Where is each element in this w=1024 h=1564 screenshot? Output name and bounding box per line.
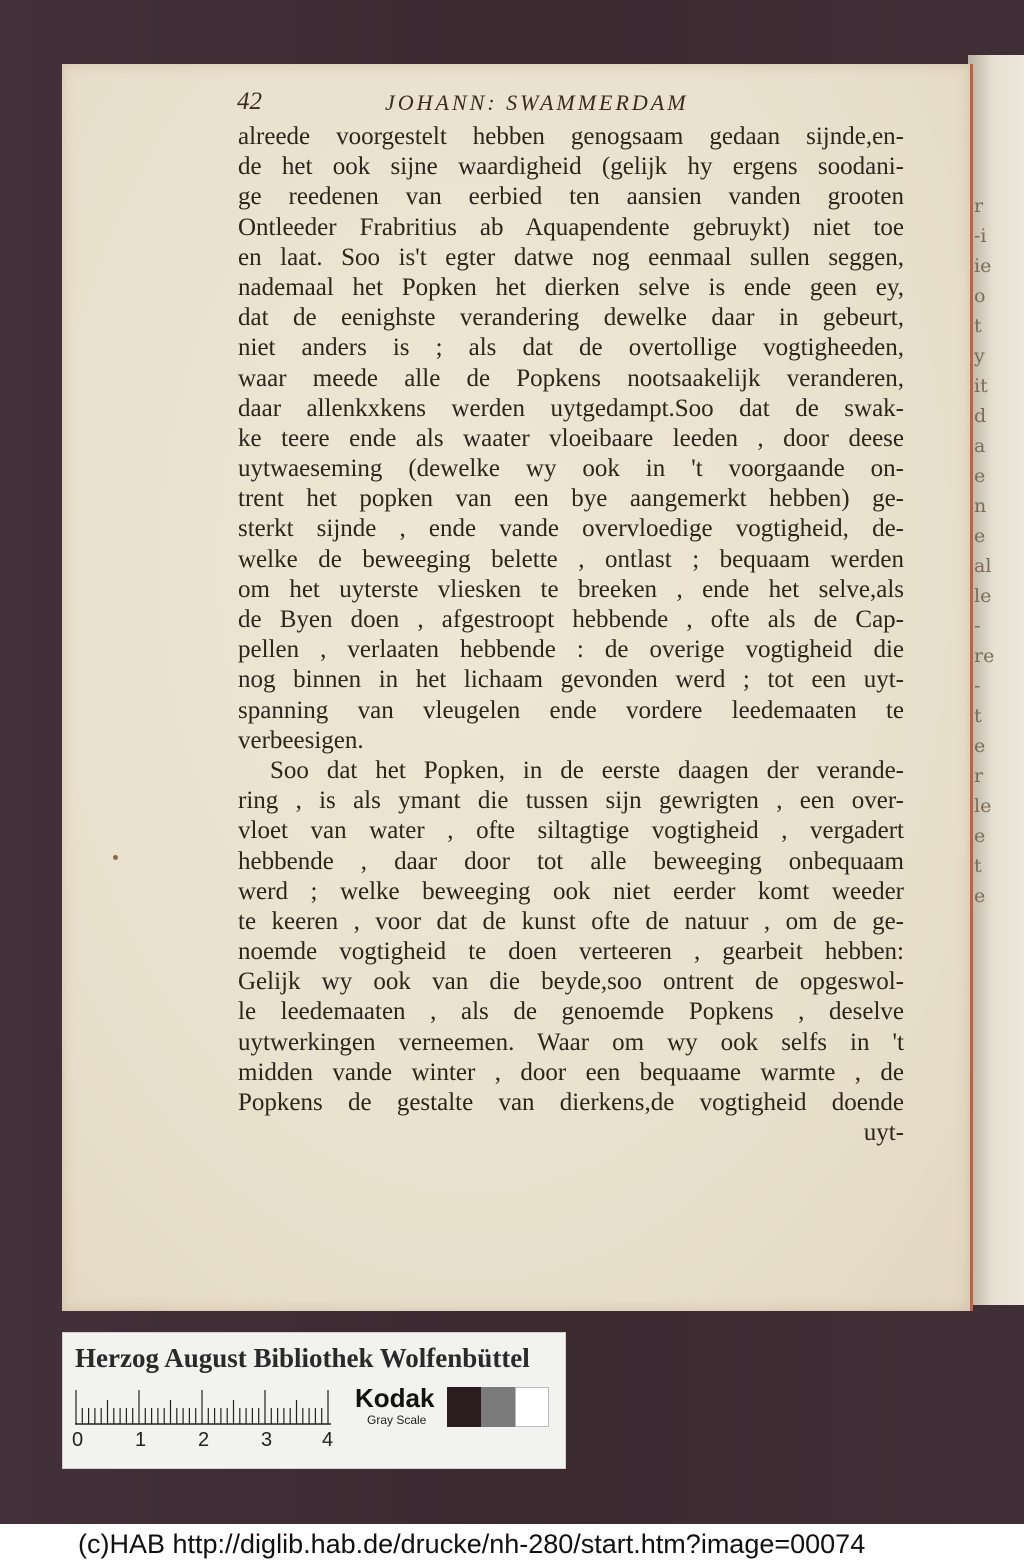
facing-page-fragment: n <box>974 495 987 517</box>
text-line: pellen , verlaaten hebbende : de overige vogtigheid die <box>238 636 904 664</box>
text-line: Ontleeder Frabritius ab Aquapendente gebruykt) niet toe <box>238 213 904 241</box>
text-line: Soo dat het Popken, in de eerste daagen der verande- <box>270 756 904 784</box>
text-line: nog binnen in het lichaam gevonden werd ; tot een uyt- <box>238 666 904 694</box>
text-line: werd ; welke beweeging ook niet eerder komt weeder <box>238 877 904 905</box>
text-line: sterkt sijnde , ende vande overvloedige vogtigheid, de- <box>238 515 904 543</box>
text-line: midden vande winter , door een bequaame warmte , de <box>238 1058 904 1086</box>
facing-page-fragment: ie <box>974 255 992 277</box>
facing-page-fragment: le <box>974 795 992 817</box>
text-line: daar allenkxkens werden uytgedampt.Soo dat de swak- <box>238 394 904 422</box>
facing-page-fragment: e <box>974 885 986 907</box>
text-line: hebbende , daar door tot alle beweeging onbequaam <box>238 847 904 875</box>
text-line: uytwerkingen verneemen. Waar om wy ook selfs in 't <box>238 1028 904 1056</box>
text-line: uytwaeseming (dewelke wy ook in 't voorgaande on- <box>238 455 904 483</box>
text-line: dat de eenighste verandering dewelke daar in gebeurt, <box>238 304 904 332</box>
facing-page-fragment: e <box>974 525 986 547</box>
text-line: de het ook sijne waardigheid (gelijk hy ergens soodani- <box>238 153 904 181</box>
text-line: de Byen doen , afgestroopt hebbende , ofte als de Cap- <box>238 606 904 633</box>
text-line: Popkens de gestalte van dierkens,de vogtigheid doende <box>238 1089 904 1116</box>
facing-page-fragment: e <box>974 735 986 757</box>
facing-page-fragment: e <box>974 465 986 487</box>
gray-scale-label: Gray Scale <box>367 1413 427 1427</box>
ruler-number: 3 <box>261 1429 273 1451</box>
facing-page-fragment: a <box>974 435 986 457</box>
text-line: le leedemaaten , als de genoemde Popkens , deselve <box>238 998 904 1026</box>
ruler-number: 4 <box>322 1429 334 1451</box>
kodak-logo: Kodak <box>355 1383 435 1413</box>
text-line: verbeesigen. <box>238 726 364 754</box>
facing-page-fragment: re <box>974 645 995 667</box>
page-header <box>237 88 737 120</box>
facing-page-fragment: t <box>974 705 982 727</box>
page-number: 42 <box>237 88 262 115</box>
footer-bar <box>0 1524 1024 1564</box>
text-line: noemde vogtigheid te doen verteeren , gearbeit hebben: <box>238 938 904 966</box>
ruler-number: 1 <box>135 1429 147 1451</box>
text-line: ge reedenen van eerbied ten aansien vanden grooten <box>238 183 904 211</box>
text-line: te keeren , voor dat de kunst ofte de natuur , om de ge- <box>238 907 904 935</box>
text-line: vloet van water , ofte siltagtige vogtigheid , vergadert <box>238 817 904 845</box>
text-line: niet anders is ; als dat de overtollige vogtigheeden, <box>238 334 904 362</box>
facing-page-fragment: t <box>974 315 982 337</box>
copyright-url: (c)HAB http://diglib.hab.de/drucke/nh-280/start.htm?image=00074 <box>78 1529 866 1559</box>
facing-page-fragment: d <box>974 405 987 427</box>
facing-page-edge <box>968 55 1024 1305</box>
text-line: ring , is als ymant die tussen sijn gewrigten , een over- <box>238 787 904 815</box>
gray-swatch-dark <box>447 1387 481 1427</box>
text-line: Gelijk wy ook van die beyde,soo ontrent de opgeswol- <box>238 968 904 996</box>
text-line: en laat. Soo is't egter datwe nog eenmaal sullen seggen, <box>238 243 904 271</box>
text-line: trent het popken van een bye aangemerkt hebben) ge- <box>238 485 904 513</box>
text-line: om het uyterste vliesken te breeken , ende het selve,als <box>238 575 904 603</box>
gray-swatch-light <box>515 1387 549 1427</box>
text-line: nademaal het Popken het dierken selve is ende geen ey, <box>238 273 904 301</box>
facing-page-fragment: o <box>974 285 986 307</box>
facing-page-fragment: - <box>974 615 981 637</box>
facing-page-fragment: -i <box>974 225 987 247</box>
facing-page-fragment: r <box>974 195 984 217</box>
text-line: welke de beweeging belette , ontlast ; bequaam werden <box>238 545 904 573</box>
text-line: spanning van vleugelen ende vordere leedemaaten te <box>238 696 904 724</box>
facing-page-fragment: al <box>974 555 992 577</box>
gray-swatch-mid <box>481 1387 515 1427</box>
text-line: ke teere ende als waater vloeibaare leeden , door deese <box>238 424 904 452</box>
facing-page-fragment: it <box>974 375 988 397</box>
running-title: JOHANN: SWAMMERDAM <box>385 90 689 115</box>
facing-page-fragment: e <box>974 825 986 847</box>
measurement-ruler <box>75 1389 335 1425</box>
facing-page-fragment: le <box>974 585 992 607</box>
library-name: Herzog August Bibliothek Wolfenbüttel <box>75 1343 530 1373</box>
facing-page-fragment: r <box>974 765 984 787</box>
text-line: waar meede alle de Popkens nootsaakelijk veranderen, <box>238 364 904 392</box>
color-calibration-card <box>62 1332 566 1469</box>
paper-spot <box>113 855 118 860</box>
ruler-number: 0 <box>72 1429 84 1451</box>
text-line: alreede voorgestelt hebben genogsaam gedaan sijnde,en- <box>238 123 904 150</box>
page-body-text <box>238 122 904 1148</box>
facing-page-fragment: t <box>974 855 982 877</box>
ruler-number: 2 <box>198 1429 210 1451</box>
catchword: uyt- <box>863 1119 904 1147</box>
facing-page-fragment: - <box>974 675 981 697</box>
facing-page-fragment: y <box>974 345 985 367</box>
